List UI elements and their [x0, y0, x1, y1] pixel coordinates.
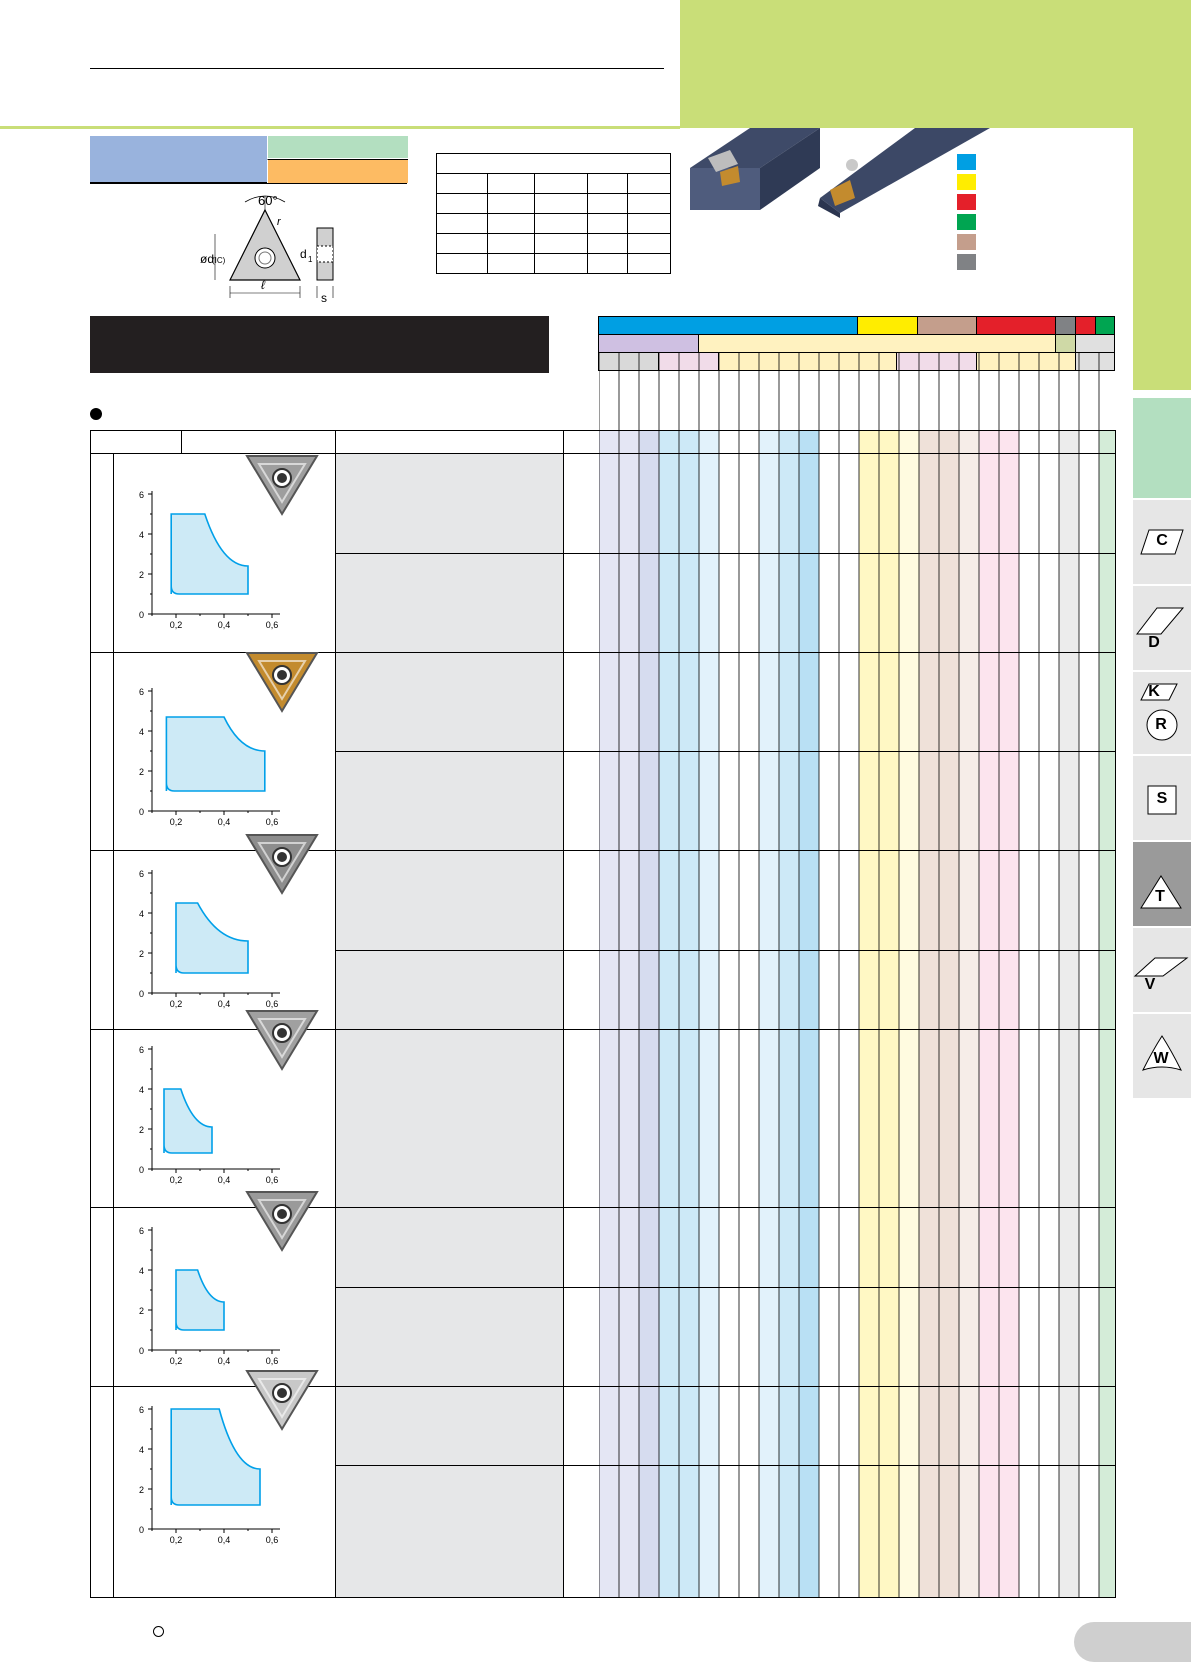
y-tick-label: 2 — [138, 767, 144, 777]
y-tick-label: 4 — [138, 727, 144, 737]
side-tab-kr[interactable] — [1133, 670, 1191, 754]
legend-swatch-grey — [957, 254, 976, 270]
description-cell — [336, 1288, 563, 1386]
header-orange-cell — [267, 159, 408, 183]
side-green-strip — [1133, 128, 1191, 390]
y-tick-label: 0 — [138, 1346, 144, 1356]
angle-label: 60° — [258, 193, 278, 208]
y-tick-label: 6 — [138, 1045, 144, 1055]
y-tick-label: 6 — [138, 490, 144, 500]
x-tick-label: 0,4 — [217, 817, 231, 827]
side-tab-t[interactable] — [1133, 840, 1191, 926]
x-tick-label: 0,2 — [169, 999, 183, 1009]
x-tick-label: 0,2 — [169, 817, 183, 827]
insert-hole — [255, 248, 275, 268]
title-rule — [90, 68, 664, 69]
side-tab-label: T — [1155, 888, 1165, 905]
side-tab-label: C — [1156, 532, 1168, 549]
y-tick-label: 6 — [138, 869, 144, 879]
application-range-area — [171, 1409, 260, 1505]
insert-image — [247, 835, 317, 893]
y-tick-label: 0 — [138, 1525, 144, 1535]
section-title-banner — [90, 316, 549, 373]
description-cell — [336, 454, 563, 553]
header-green-cell — [267, 136, 408, 158]
description-cell — [336, 1030, 563, 1207]
x-tick-label: 0,2 — [169, 1356, 183, 1366]
description-cell — [336, 752, 563, 850]
y-tick-label: 6 — [138, 1405, 144, 1415]
chip-range-chart — [139, 456, 317, 630]
side-tab-label: K — [1148, 683, 1160, 700]
tool-holder-images — [690, 128, 990, 218]
side-tab-label: D — [1148, 634, 1160, 651]
y-tick-label: 2 — [138, 570, 144, 580]
y-tick-label: 6 — [138, 1226, 144, 1236]
chip-range-chart — [139, 835, 317, 1009]
chip-range-chart — [139, 653, 317, 827]
header-blue-cell — [90, 136, 267, 182]
hole-label: d — [300, 247, 307, 261]
x-tick-label: 0,4 — [217, 1175, 231, 1185]
radius-label: r — [277, 216, 281, 228]
x-tick-label: 0,4 — [217, 1535, 231, 1545]
application-range-area — [164, 1089, 212, 1153]
triangle-insert-outline — [230, 210, 300, 280]
y-tick-label: 4 — [138, 909, 144, 919]
y-tick-label: 0 — [138, 610, 144, 620]
y-tick-label: 0 — [138, 1165, 144, 1175]
y-tick-label: 6 — [138, 687, 144, 697]
length-label: ℓ — [261, 278, 265, 292]
column-grid-lines — [599, 353, 1115, 1597]
y-tick-label: 4 — [138, 530, 144, 540]
chip-range-charts — [112, 452, 332, 1592]
side-tab-v[interactable] — [1133, 926, 1191, 1012]
side-tab-mint — [1133, 396, 1191, 498]
y-tick-label: 2 — [138, 1485, 144, 1495]
application-range-area — [166, 717, 264, 791]
legend-swatch-blue — [957, 154, 976, 170]
page-number-tab — [1074, 1622, 1191, 1662]
x-tick-label: 0,6 — [265, 1175, 279, 1185]
application-range-area — [176, 1270, 224, 1330]
legend-swatch-green — [957, 214, 976, 230]
y-tick-label: 2 — [138, 1306, 144, 1316]
side-tab-d[interactable] — [1133, 584, 1191, 670]
insert-type-header — [90, 136, 407, 184]
x-tick-label: 0,6 — [265, 817, 279, 827]
spec-table — [436, 153, 671, 274]
application-range-area — [171, 514, 248, 594]
side-tab-label: S — [1156, 790, 1168, 807]
side-tab-c[interactable] — [1133, 498, 1191, 584]
chip-range-chart — [139, 1371, 317, 1545]
insert-image — [247, 1011, 317, 1069]
footer-circle-icon — [153, 1626, 164, 1637]
y-tick-label: 2 — [138, 1125, 144, 1135]
side-tab-label: W — [1153, 1050, 1169, 1067]
x-tick-label: 0,6 — [265, 1356, 279, 1366]
y-tick-label: 4 — [138, 1085, 144, 1095]
x-tick-label: 0,4 — [217, 1356, 231, 1366]
column-header-row — [91, 431, 599, 454]
insert-image — [247, 1192, 317, 1250]
application-range-area — [176, 903, 248, 973]
insert-image — [247, 653, 317, 711]
x-tick-label: 0,4 — [217, 999, 231, 1009]
x-tick-label: 0,6 — [265, 999, 279, 1009]
x-tick-label: 0,2 — [169, 1175, 183, 1185]
y-tick-label: 4 — [138, 1445, 144, 1455]
insert-image — [247, 456, 317, 514]
y-tick-label: 4 — [138, 1266, 144, 1276]
description-cell — [336, 951, 563, 1029]
thickness-label: s — [321, 291, 327, 305]
chip-range-chart — [139, 1011, 317, 1185]
bullet-icon — [90, 408, 102, 420]
side-tab-w[interactable] — [1133, 1012, 1191, 1098]
side-tab-s[interactable] — [1133, 754, 1191, 840]
description-cell — [336, 1208, 563, 1287]
side-tab-label: V — [1144, 976, 1156, 993]
diameter-label: ød — [200, 252, 215, 266]
ic-label: (IC) — [212, 256, 226, 265]
chip-range-chart — [139, 1192, 317, 1366]
legend-swatch-yellow — [957, 174, 976, 190]
insert-dimension-diagram — [200, 190, 370, 310]
description-cell — [336, 1466, 563, 1597]
legend-swatch-brown — [957, 234, 976, 250]
x-tick-label: 0,6 — [265, 1535, 279, 1545]
header-green-line — [0, 126, 680, 129]
x-tick-label: 0,6 — [265, 620, 279, 630]
legend-swatch-red — [957, 194, 976, 210]
y-tick-label: 2 — [138, 949, 144, 959]
description-cell — [336, 554, 563, 652]
side-tab-label: R — [1155, 716, 1167, 733]
rhombus-icon — [1133, 956, 1189, 978]
description-cell — [336, 653, 563, 751]
y-tick-label: 0 — [138, 807, 144, 817]
x-tick-label: 0,4 — [217, 620, 231, 630]
insert-image — [247, 1371, 317, 1429]
x-tick-label: 0,2 — [169, 1535, 183, 1545]
hole-sub-label: 1 — [308, 255, 313, 264]
header-green-band — [680, 0, 1191, 128]
rhombus-icon — [1135, 606, 1185, 636]
x-tick-label: 0,2 — [169, 620, 183, 630]
description-cell — [336, 851, 563, 950]
y-tick-label: 0 — [138, 989, 144, 999]
description-cell — [336, 1387, 563, 1465]
